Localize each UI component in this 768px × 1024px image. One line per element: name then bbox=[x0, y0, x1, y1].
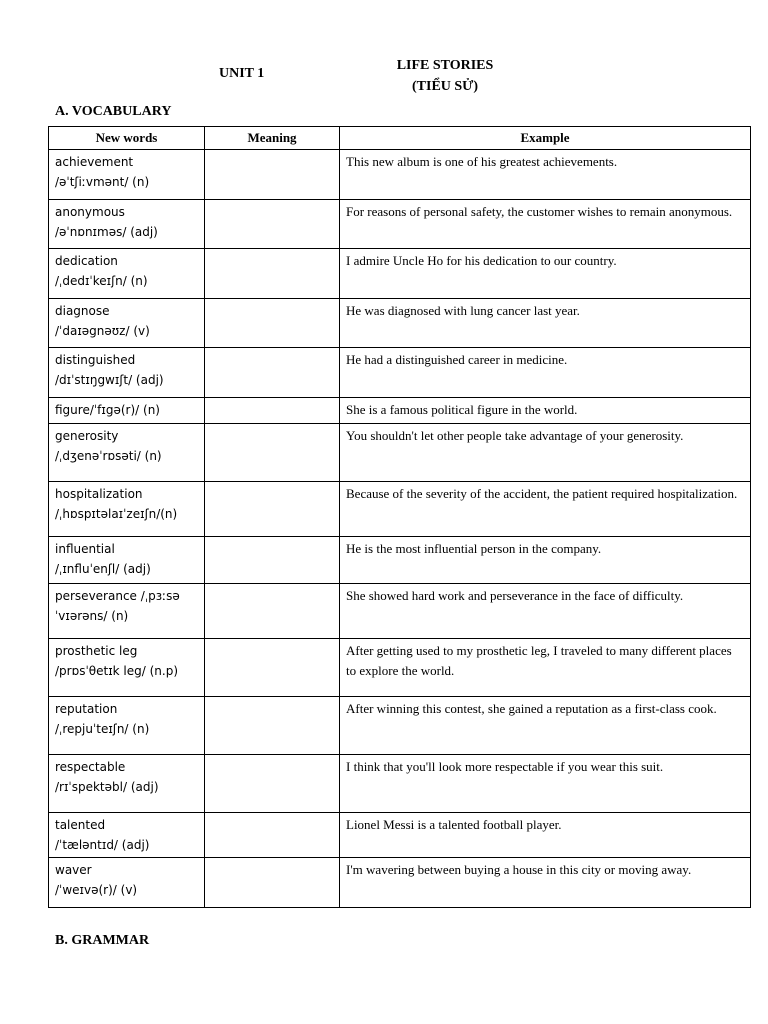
cell-meaning[interactable] bbox=[205, 482, 340, 537]
cell-meaning[interactable] bbox=[205, 813, 340, 858]
document-subtitle: (TIỂU SỬ) bbox=[412, 79, 478, 94]
word-text: generosity bbox=[55, 429, 119, 443]
table-row bbox=[49, 584, 751, 639]
document-title-block bbox=[360, 55, 530, 97]
cell-meaning[interactable] bbox=[205, 348, 340, 398]
cell-new-word bbox=[49, 249, 205, 299]
table-header-row bbox=[49, 127, 751, 150]
section-vocabulary-heading: A. VOCABULARY bbox=[55, 104, 172, 119]
word-text: waver bbox=[55, 863, 92, 877]
word-text: diagnose bbox=[55, 304, 110, 318]
word-pronunciation: /ˌdedɪˈkeɪʃn/ (n) bbox=[55, 274, 148, 288]
cell-new-word bbox=[49, 755, 205, 813]
cell-meaning[interactable] bbox=[205, 755, 340, 813]
table-row bbox=[49, 398, 751, 424]
table-row bbox=[49, 482, 751, 537]
cell-new-word bbox=[49, 150, 205, 200]
vocabulary-table bbox=[48, 126, 751, 908]
unit-label: UNIT 1 bbox=[219, 66, 265, 81]
word-pronunciation: /ˈtæləntɪd/ (adj) bbox=[55, 838, 150, 852]
table-row bbox=[49, 150, 751, 200]
cell-example: Lionel Messi is a talented football player. bbox=[340, 813, 751, 858]
table-row bbox=[49, 858, 751, 908]
word-text: distinguished bbox=[55, 353, 136, 367]
word-text: talented bbox=[55, 818, 106, 832]
table-row bbox=[49, 299, 751, 348]
word-text: prosthetic leg bbox=[55, 644, 138, 658]
cell-new-word bbox=[49, 424, 205, 482]
cell-example: He had a distinguished career in medicine. bbox=[340, 348, 751, 398]
table-row bbox=[49, 697, 751, 755]
section-grammar-heading: B. GRAMMAR bbox=[55, 933, 150, 948]
cell-example: She is a famous political figure in the world. bbox=[340, 398, 751, 424]
word-pronunciation: /ˌrepjuˈteɪʃn/ (n) bbox=[55, 722, 150, 736]
cell-new-word bbox=[49, 697, 205, 755]
word-pronunciation: /prɒsˈθetɪk leg/ (n.p) bbox=[55, 664, 179, 678]
column-header-example: Example bbox=[340, 127, 751, 150]
word-pronunciation: /əˈnɒnɪməs/ (adj) bbox=[55, 225, 158, 239]
vocabulary-table-body bbox=[49, 150, 751, 908]
word-pronunciation: /ˌɪnfluˈenʃl/ (adj) bbox=[55, 562, 151, 576]
word-text: influential bbox=[55, 542, 115, 556]
table-row bbox=[49, 755, 751, 813]
cell-new-word bbox=[49, 482, 205, 537]
cell-example: This new album is one of his greatest achievements. bbox=[340, 150, 751, 200]
word-text: dedication bbox=[55, 254, 118, 268]
word-pronunciation: /ˌdʒenəˈrɒsəti/ (n) bbox=[55, 449, 162, 463]
word-pronunciation: /ˌhɒspɪtəlaɪˈzeɪʃn/(n) bbox=[55, 507, 178, 521]
cell-meaning[interactable] bbox=[205, 150, 340, 200]
word-text: reputation bbox=[55, 702, 118, 716]
cell-example: For reasons of personal safety, the customer wishes to remain anonymous. bbox=[340, 200, 751, 249]
cell-meaning[interactable] bbox=[205, 584, 340, 639]
cell-new-word bbox=[49, 813, 205, 858]
cell-new-word bbox=[49, 639, 205, 697]
cell-new-word bbox=[49, 299, 205, 348]
table-row bbox=[49, 813, 751, 858]
cell-new-word bbox=[49, 858, 205, 908]
cell-example: I admire Uncle Ho for his dedication to our country. bbox=[340, 249, 751, 299]
word-pronunciation: /rɪˈspektəbl/ (adj) bbox=[55, 780, 159, 794]
table-row bbox=[49, 348, 751, 398]
cell-example: After winning this contest, she gained a reputation as a first-class cook. bbox=[340, 697, 751, 755]
word-text: hospitalization bbox=[55, 487, 143, 501]
column-header-meaning: Meaning bbox=[205, 127, 340, 150]
cell-meaning[interactable] bbox=[205, 299, 340, 348]
cell-meaning[interactable] bbox=[205, 697, 340, 755]
cell-new-word bbox=[49, 200, 205, 249]
cell-example: I'm wavering between buying a house in this city or moving away. bbox=[340, 858, 751, 908]
cell-new-word bbox=[49, 537, 205, 584]
cell-example: Because of the severity of the accident, the patient required hospitalization. bbox=[340, 482, 751, 537]
table-row bbox=[49, 424, 751, 482]
cell-meaning[interactable] bbox=[205, 639, 340, 697]
table-row bbox=[49, 537, 751, 584]
cell-meaning[interactable] bbox=[205, 249, 340, 299]
cell-example: She showed hard work and perseverance in the face of difficulty. bbox=[340, 584, 751, 639]
cell-new-word bbox=[49, 584, 205, 639]
word-text: anonymous bbox=[55, 205, 125, 219]
cell-example: After getting used to my prosthetic leg, I traveled to many different places to explore the world. bbox=[340, 639, 751, 697]
cell-meaning[interactable] bbox=[205, 424, 340, 482]
cell-meaning[interactable] bbox=[205, 858, 340, 908]
word-text: achievement bbox=[55, 155, 134, 169]
cell-new-word bbox=[49, 348, 205, 398]
word-text: figure/ˈfɪgə(r)/ (n) bbox=[55, 403, 160, 417]
table-row bbox=[49, 249, 751, 299]
cell-meaning[interactable] bbox=[205, 537, 340, 584]
cell-example: You shouldn't let other people take advantage of your generosity. bbox=[340, 424, 751, 482]
word-pronunciation: ˈvɪərəns/ (n) bbox=[55, 609, 129, 623]
cell-meaning[interactable] bbox=[205, 398, 340, 424]
column-header-new-words: New words bbox=[49, 127, 205, 150]
cell-example: He was diagnosed with lung cancer last year. bbox=[340, 299, 751, 348]
table-row bbox=[49, 200, 751, 249]
word-pronunciation: /ˈdaɪəgnəʊz/ (v) bbox=[55, 324, 150, 338]
cell-example: I think that you'll look more respectable if you wear this suit. bbox=[340, 755, 751, 813]
word-text: respectable bbox=[55, 760, 126, 774]
word-pronunciation: /ˈweɪvə(r)/ (v) bbox=[55, 883, 138, 897]
word-text: perseverance /ˌpɜːsə bbox=[55, 589, 180, 603]
table-row bbox=[49, 639, 751, 697]
cell-new-word bbox=[49, 398, 205, 424]
word-pronunciation: /əˈtʃiːvmənt/ (n) bbox=[55, 175, 150, 189]
cell-meaning[interactable] bbox=[205, 200, 340, 249]
word-pronunciation: /dɪˈstɪŋgwɪʃt/ (adj) bbox=[55, 373, 164, 387]
cell-example: He is the most influential person in the company. bbox=[340, 537, 751, 584]
document-title: LIFE STORIES bbox=[396, 58, 494, 73]
